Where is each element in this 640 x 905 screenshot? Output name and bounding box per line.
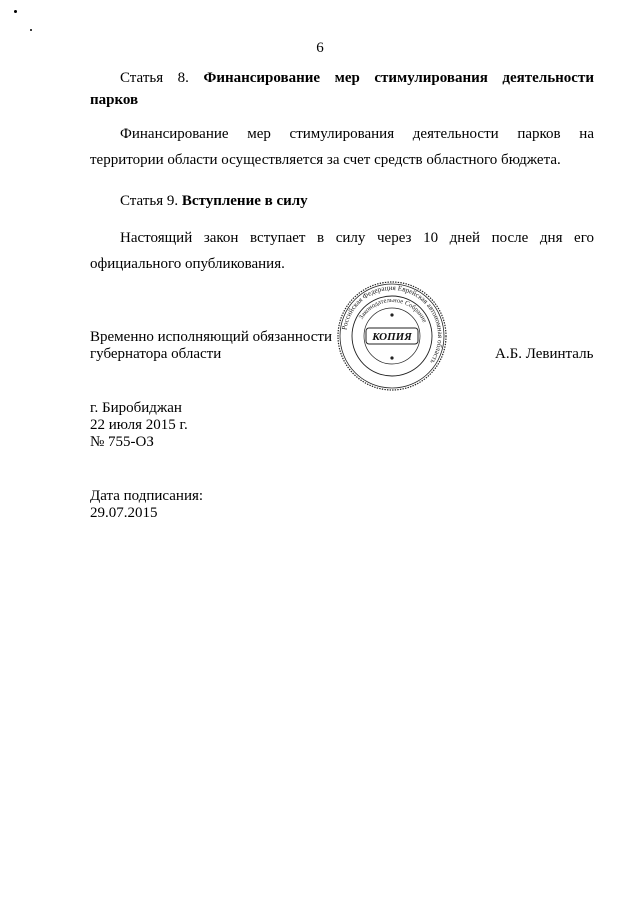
article-8-heading bbox=[90, 67, 594, 111]
seal-copy-label: КОПИЯ bbox=[372, 331, 412, 343]
law-number: № 755-ОЗ bbox=[90, 434, 154, 450]
scan-speck bbox=[30, 29, 32, 31]
article-9-body bbox=[90, 225, 594, 277]
official-seal-stamp bbox=[336, 280, 448, 392]
article-9-heading-line: Статья 9. Вступление в силу bbox=[120, 193, 308, 209]
article-9-heading bbox=[90, 190, 594, 212]
signatory-position-line2: губернатора области bbox=[90, 346, 222, 362]
signatory-position-line1: Временно исполняющий обязанности bbox=[90, 329, 333, 345]
page-number: 6 bbox=[316, 40, 324, 56]
article-9-body-line2: официального опубликования. bbox=[90, 256, 285, 272]
signing-date-label: Дата подписания: bbox=[90, 488, 204, 504]
scan-speck bbox=[14, 10, 17, 13]
law-date: 22 июля 2015 г. bbox=[90, 417, 188, 433]
article-9-body-line1: Настоящий закон вступает в силу через 10 дней после дня его bbox=[120, 230, 594, 246]
article-8-heading-line1: Статья 8. Финансирование мер стимулирования деятельности bbox=[120, 70, 594, 86]
article-8-body-line1: Финансирование мер стимулирования деятельности парков на bbox=[120, 126, 594, 142]
svg-text:Законодательное Собрание: Законодательное Собрание bbox=[357, 296, 428, 324]
signing-date: 29.07.2015 bbox=[90, 505, 158, 521]
signatory-name: А.Б. Левинталь bbox=[495, 346, 594, 362]
article-8-body bbox=[90, 121, 594, 173]
svg-text:Российская Федерация Еврейская: Российская Федерация Еврейская автономная область bbox=[340, 283, 445, 366]
place: г. Биробиджан bbox=[90, 400, 182, 416]
article-8-heading-line2: парков bbox=[90, 92, 139, 108]
article-8-body-line2: территории области осуществляется за счет средств областного бюджета. bbox=[90, 152, 561, 168]
